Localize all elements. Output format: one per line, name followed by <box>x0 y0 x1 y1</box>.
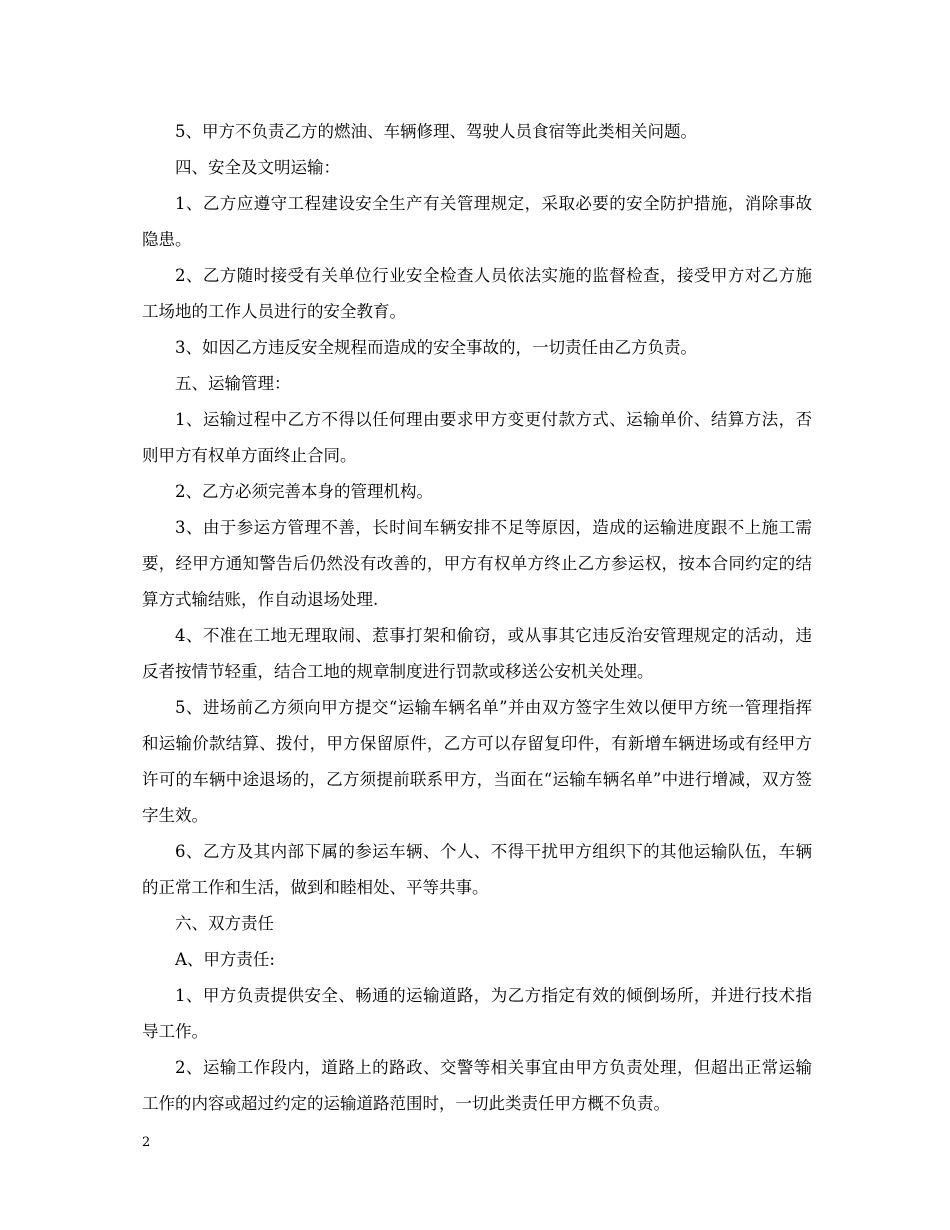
document-body <box>142 114 812 1122</box>
paragraph-party-a-1: 1、甲方负责提供安全、畅通的运输道路，为乙方指定有效的倾倒场所，并进行技术指导工作。 <box>142 986 812 1041</box>
paragraph-management-5: 5、进场前乙方须向甲方提交“运输车辆名单”并由双方签字生效以便甲方统一管理指挥和运输价款结算、拨付，甲方保留原件，乙方可以存留复印件，有新增车辆进场或有经甲方许可的车辆中途退场的，乙方须提前联系甲方，当面在“运输车辆名单”中进行增减，双方签字生效。 <box>142 698 812 825</box>
section-heading-responsibilities: 六、双方责任 <box>175 914 274 933</box>
section-heading-safety: 四、安全及文明运输： <box>175 158 340 177</box>
paragraph-management-4: 4、不准在工地无理取闹、惹事打架和偷窃，或从事其它违反治安管理规定的活动，违反者按情节轻重，结合工地的规章制度进行罚款或移送公安机关处理。 <box>142 626 812 681</box>
section-heading-transport-management: 五、运输管理： <box>175 374 291 393</box>
paragraph-management-2: 2、乙方必须完善本身的管理机构。 <box>175 482 433 501</box>
paragraph-party-a-2: 2、运输工作段内，道路上的路政、交警等相关事宜由甲方负责处理，但超出正常运输工作的内容或超过约定的运输道路范围时，一切此类责任甲方概不负责。 <box>142 1058 812 1113</box>
paragraph-fuel-clause: 5、甲方不负责乙方的燃油、车辆修理、驾驶人员食宿等此类相关问题。 <box>175 122 697 141</box>
page-number: 2 <box>142 1135 151 1150</box>
paragraph-management-6: 6、乙方及其内部下属的参运车辆、个人、不得干扰甲方组织下的其他运输队伍，车辆的正常工作和生活，做到和睦相处、平等共事。 <box>142 842 812 897</box>
paragraph-management-1: 1、运输过程中乙方不得以任何理由要求甲方变更付款方式、运输单价、结算方法，否则甲方有权单方面终止合同。 <box>142 410 812 465</box>
paragraph-safety-3: 3、如因乙方违反安全规程而造成的安全事故的，一切责任由乙方负责。 <box>175 338 697 357</box>
paragraph-management-3: 3、由于参运方管理不善，长时间车辆安排不足等原因，造成的运输进度跟不上施工需要，经甲方通知警告后仍然没有改善的，甲方有权单方终止乙方参运权，按本合同约定的结算方式输结账，作自动退场处理. <box>142 518 812 609</box>
subsection-heading-party-a: A、甲方责任: <box>175 950 275 969</box>
paragraph-safety-2: 2、乙方随时接受有关单位行业安全检查人员依法实施的监督检查，接受甲方对乙方施工场地的工作人员进行的安全教育。 <box>142 266 812 321</box>
paragraph-safety-1: 1、乙方应遵守工程建设安全生产有关管理规定，采取必要的安全防护措施，消除事故隐患。 <box>142 194 812 249</box>
